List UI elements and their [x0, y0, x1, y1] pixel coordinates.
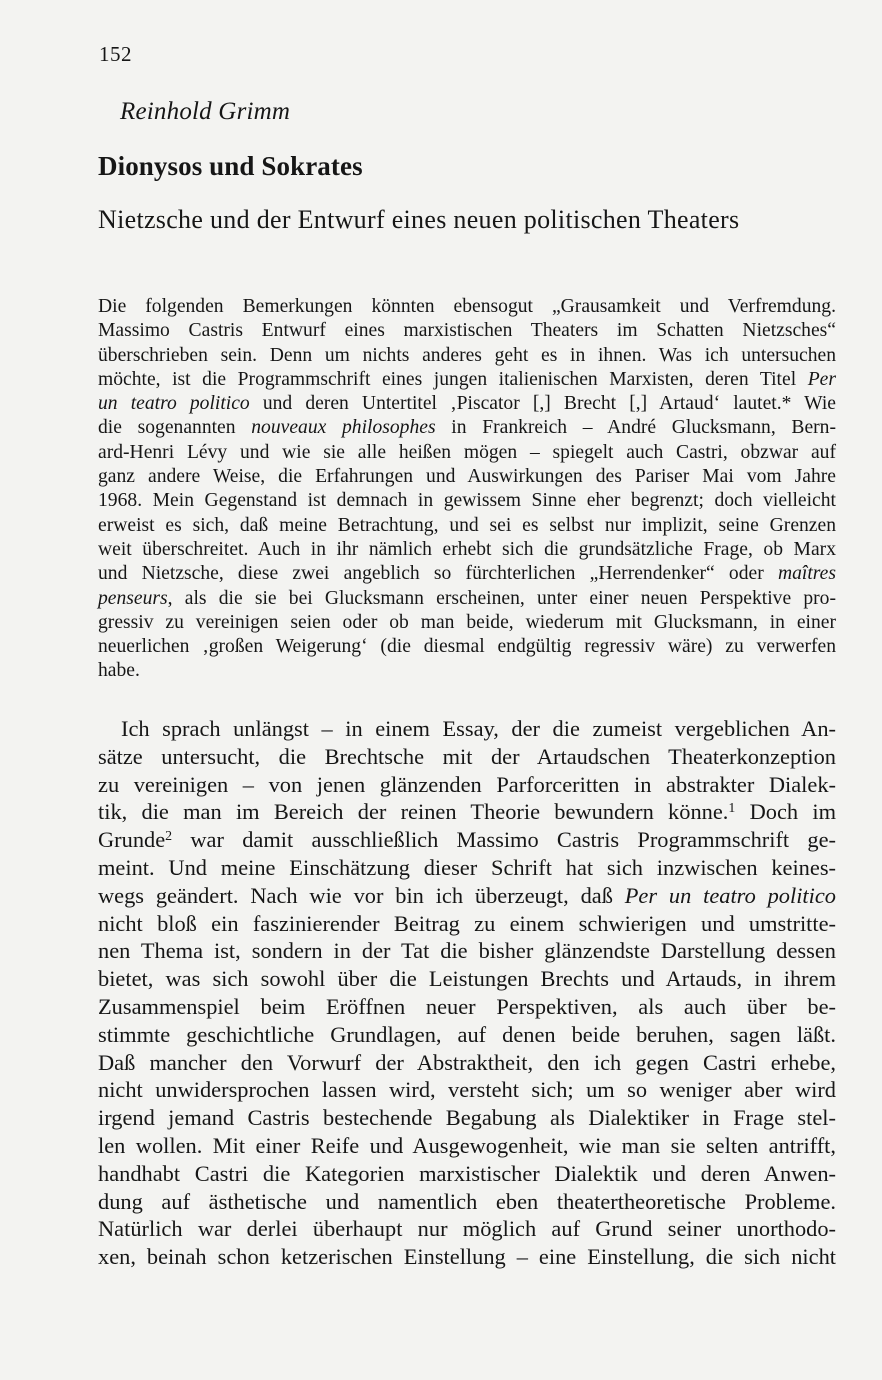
page-number: 152: [99, 42, 132, 66]
intro-italic-text: un teatro politico: [98, 393, 250, 415]
body-line: [98, 826, 836, 854]
intro-line: 1968. Mein Gegenstand ist demnach in gewissem Sinne eher begrenzt; doch vielleicht: [98, 490, 836, 512]
intro-text: , als die sie bei Glucksmann erscheinen, unter einer neuen Perspektive pro-: [167, 587, 836, 609]
intro-line: Massimo Castris Entwurf eines marxistischen Theaters im Schatten Nietzsches“: [98, 320, 836, 342]
article-subtitle: Nietzsche und der Entwurf eines neuen politischen Theaters: [98, 205, 740, 234]
intro-line: ganz andere Weise, die Erfahrungen und Auswirkungen des Pariser Mai vom Jahre: [98, 466, 836, 488]
intro-text: und Nietzsche, diese zwei angeblich so fürchterlichen „Herrendenker“ oder: [98, 563, 778, 585]
body-line: sätze untersucht, die Brechtsche mit der Artaudschen Theaterkonzeption: [98, 743, 836, 769]
body-line: [98, 882, 836, 910]
body-line: nicht bloß ein faszinierender Beitrag zu einem schwierigen und umstritte-: [98, 910, 836, 936]
body-line: dung auf ästhetische und namentlich eben theatertheoretische Probleme.: [98, 1188, 836, 1214]
body-paragraph: [98, 715, 836, 1271]
body-text: Grunde: [98, 827, 166, 853]
body-line: [98, 798, 836, 826]
body-line: meint. Und meine Einschätzung dieser Schrift hat sich inzwischen keines-: [98, 854, 836, 880]
body-line: nicht unwidersprochen lassen wird, versteht sich; um so weniger aber wird: [98, 1077, 836, 1103]
intro-line: [98, 416, 836, 440]
body-line: Daß mancher den Vorwurf der Abstraktheit, den ich gegen Castri erhebe,: [98, 1049, 836, 1075]
body-text: tik, die man im Bereich der reinen Theorie bewundern könne.: [98, 799, 729, 825]
body-text: war damit ausschließlich Massimo Castris Programmschrift ge-: [172, 827, 836, 853]
body-line: Natürlich war derlei überhaupt nur möglich auf Grund seiner unorthodo-: [98, 1216, 836, 1242]
intro-text: in Frankreich – André Glucksmann, Bern-: [435, 417, 836, 439]
intro-line: [98, 562, 836, 586]
intro-line: ard-Henri Lévy und wie sie alle heißen mögen – spiegelt auch Castri, obzwar auf: [98, 441, 836, 463]
body-line: xen, beinah schon ketzerischen Einstellung – eine Einstellung, die sich nicht: [98, 1244, 836, 1270]
body-line: Zusammenspiel beim Eröffnen neuer Perspektiven, als auch über be-: [98, 993, 836, 1019]
intro-text: und deren Untertitel ‚Piscator [,] Brecht [,] Artaud‘ lautet.* Wie: [249, 393, 836, 415]
article-author: Reinhold Grimm: [120, 98, 291, 125]
intro-line: [98, 392, 836, 416]
intro-italic-text: nouveaux philosophes: [251, 417, 436, 439]
body-line: handhabt Castri die Kategorien marxistischer Dialektik und deren Anwen-: [98, 1160, 836, 1186]
body-line: len wollen. Mit einer Reife und Ausgewogenheit, wie man sie selten antrifft,: [98, 1132, 836, 1158]
body-line: bietet, was sich sowohl über die Leistungen Brechts und Artauds, in ihrem: [98, 966, 836, 992]
body-line: stimmte geschichtliche Grundlagen, auf denen beide beruhen, sagen läßt.: [98, 1021, 836, 1047]
intro-line: weit überschreitet. Auch in ihr nämlich erhebt sich die grundsätzliche Frage, ob Marx: [98, 538, 836, 560]
intro-line: erweist es sich, daß meine Betrachtung, und sei es selbst nur implizit, seine Grenzen: [98, 514, 836, 536]
body-line: Ich sprach unlängst – in einem Essay, der die zumeist vergeblichen An-: [121, 716, 836, 741]
intro-paragraph: [98, 295, 836, 684]
article-title: Dionysos und Sokrates: [98, 151, 363, 181]
intro-line: [98, 587, 836, 611]
body-line: irgend jemand Castris bestechende Begabung als Dialektiker in Frage stel-: [98, 1105, 836, 1131]
body-italic-text: Per un teatro politico: [624, 882, 836, 908]
intro-italic-text: penseurs: [98, 587, 168, 609]
body-line: nen Thema ist, sondern in der Tat die bisher glänzendste Darstellung dessen: [98, 938, 836, 964]
intro-text: möchte, ist die Programmschrift eines jungen italienischen Marxisten, deren Titel: [98, 368, 797, 390]
intro-text: die sogenannten: [98, 417, 252, 439]
intro-italic-text: Per: [807, 368, 836, 390]
intro-line: [98, 368, 836, 392]
intro-line: neuerlichen ‚großen Weigerung‘ (die diesmal endgültig regressiv wäre) zu verwerfen: [98, 636, 836, 658]
body-line: zu vereinigen – von jenen glänzenden Parforceritten in abstrakter Dialek-: [98, 771, 836, 797]
intro-italic-text: maîtres: [777, 563, 836, 585]
body-text: Doch im: [735, 799, 836, 825]
intro-line: überschrieben sein. Denn um nichts anderes geht es in ihnen. Was ich untersuchen: [98, 344, 836, 366]
body-text: wegs geändert. Nach wie vor bin ich überzeugt, daß: [98, 882, 625, 908]
footnote-marker: 1: [728, 801, 736, 817]
intro-line: Die folgenden Bemerkungen könnten ebensogut „Grausamkeit und Verfremdung.: [98, 296, 836, 317]
intro-line: gressiv zu vereinigen seien oder ob man beide, wiederum mit Glucksmann, in einer: [98, 611, 836, 633]
footnote-marker: 2: [165, 829, 173, 845]
intro-line: habe.: [98, 660, 140, 682]
